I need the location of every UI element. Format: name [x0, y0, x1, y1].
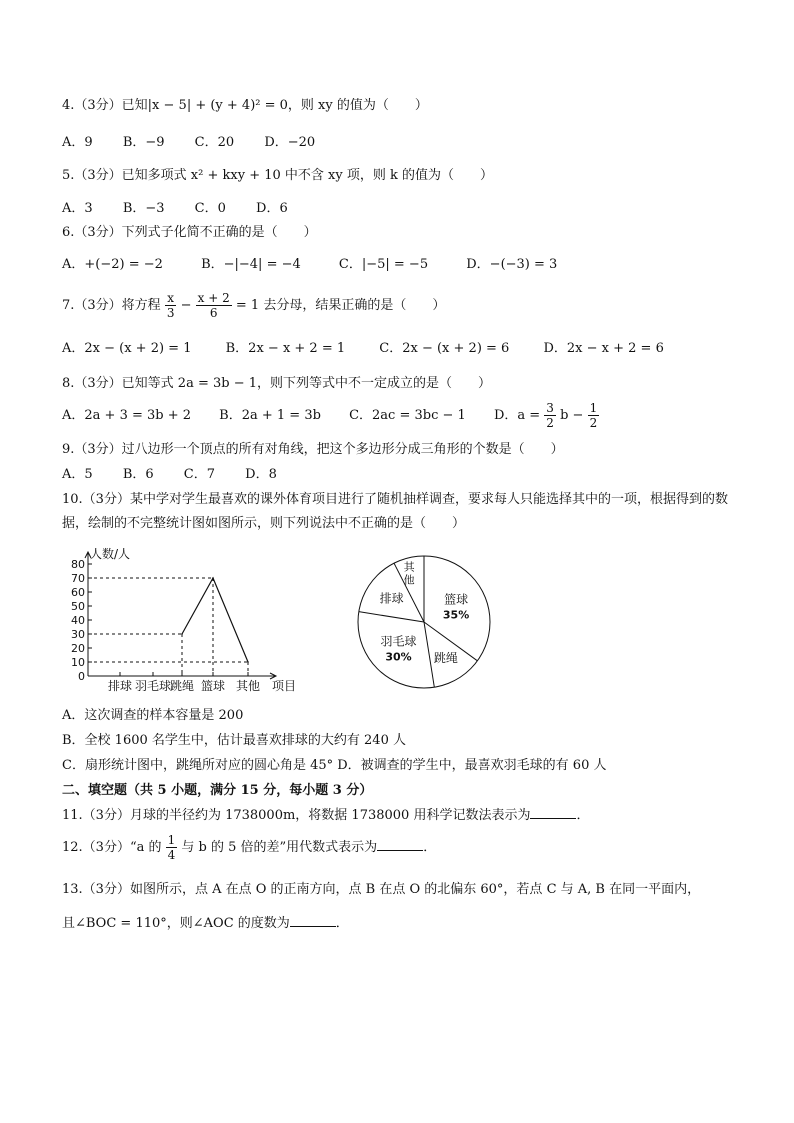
q7-frac1-denominator: 3: [166, 306, 175, 320]
q7-stem-post: = 1 去分母，结果正确的是（ ）: [235, 298, 446, 313]
option-c: C．0: [194, 201, 226, 216]
pie-slice-boundary: [424, 622, 434, 687]
question-10-option-a: A．这次调查的样本容量是 200: [62, 708, 244, 723]
option-c: C．2ac = 3bc − 1: [349, 408, 466, 423]
option-b: B．6: [122, 467, 154, 482]
option-a: A．5: [62, 467, 93, 482]
line-chart-y-ticks: [71, 558, 92, 683]
y-tick-label: 70: [71, 572, 85, 585]
option-d: D．6: [256, 201, 288, 216]
option-b: B．−|−4| = −4: [201, 257, 301, 272]
option-a: A．+(−2) = −2: [62, 257, 163, 272]
question-6-stem: 6.（3分）下列式子化简不正确的是（ ）: [62, 225, 317, 240]
option-b: B．2x − x + 2 = 1: [225, 341, 346, 356]
pie-label: 他: [403, 573, 415, 587]
option-c: C．20: [194, 135, 235, 150]
q7-stem-pre: 7.（3分）将方程: [62, 298, 161, 313]
question-5-options: [62, 200, 314, 218]
option-d: D．−(−3) = 3: [466, 257, 558, 272]
x-tick-label: 篮球: [200, 679, 226, 693]
option-a: A．9: [62, 135, 93, 150]
pie-chart: [352, 550, 497, 695]
option-a: A．2x − (x + 2) = 1: [62, 341, 192, 356]
pie-label: 跳绳: [433, 650, 458, 665]
pie-percent-label: 30%: [385, 650, 412, 664]
question-9-stem: 9.（3分）过八边形一个顶点的所有对角线，把这个多边形分成三角形的个数是（ ）: [62, 442, 564, 457]
q11-text: 11.（3分）月球的半径约为 1738000m，将数据 1738000 用科学记数法表示为: [62, 808, 531, 823]
y-tick-label: 50: [71, 600, 85, 613]
y-tick-label: 60: [71, 586, 85, 599]
option-b: B．−9: [122, 135, 165, 150]
option-d-frac2-numerator: 1: [589, 401, 598, 415]
option-d-fraction-2: [588, 401, 600, 430]
pie-slice-boundary: [359, 612, 424, 622]
q12-frac-numerator: 1: [167, 833, 176, 847]
option-d-frac1-denominator: 2: [546, 416, 554, 430]
y-tick-label: 0: [78, 670, 85, 683]
option-a: A．3: [62, 201, 93, 216]
option-d-pre: D．a =: [493, 408, 541, 423]
q7-frac2-numerator: x + 2: [197, 291, 230, 305]
q12-post: 与 b 的 5 倍的差”用代数式表示为: [181, 840, 378, 855]
option-d: D．8: [245, 467, 277, 482]
q7-minus: −: [180, 298, 192, 313]
option-d: D．−20: [264, 135, 316, 150]
option-d-mid: b −: [560, 408, 584, 423]
option-a: A．2a + 3 = 3b + 2: [62, 408, 192, 423]
question-10-stem: 10.（3分）某中学对学生最喜欢的课外体育项目进行了随机抽样调查，要求每人只能选择其中的一项，根据得到的数据，绘制的不完整统计图如图所示，则下列说法中不正确的是（ ）: [62, 492, 728, 531]
q11-answer-blank: [530, 806, 576, 819]
q7-frac2-denominator: 6: [209, 306, 218, 320]
option-d: D．2x − x + 2 = 6: [543, 341, 664, 356]
q7-frac1-numerator: x: [165, 291, 177, 306]
option-d-fraction-1: [544, 401, 556, 430]
pie-label: 排球: [379, 591, 404, 606]
y-tick-label: 30: [71, 628, 85, 641]
question-7-stem: [62, 290, 445, 322]
x-tick-label: 排球: [107, 679, 133, 693]
q11-end: ．: [576, 808, 590, 823]
line-chart-guides: [88, 578, 248, 676]
q12-answer-blank: [377, 838, 423, 851]
q12-frac-denominator: 4: [167, 848, 176, 862]
option-d-frac1-numerator: 3: [546, 401, 554, 415]
q12-end: ．: [423, 840, 437, 855]
pie-label: 羽毛球: [380, 634, 417, 649]
question-4-options: [62, 134, 341, 152]
y-tick-label: 20: [71, 642, 85, 655]
question-10-option-b: B．全校 1600 名学生中，估计最喜欢排球的大约有 240 人: [62, 733, 406, 748]
option-c: C．7: [183, 467, 215, 482]
question-13-line-2: [62, 914, 349, 933]
q13-end: ．: [335, 916, 349, 931]
question-4-stem: 4.（3分）已知|x − 5| + (y + 4)² = 0，则 xy 的值为（ ）: [62, 98, 428, 113]
x-tick-label: 跳绳: [169, 679, 195, 693]
line-chart-y-label: 人数/人: [90, 547, 131, 561]
question-9-options: [62, 466, 303, 484]
option-b: B．2a + 1 = 3b: [219, 408, 321, 423]
question-6-options: [62, 256, 583, 274]
option-d: [494, 400, 599, 432]
question-10-option-c-d: C．扇形统计图中，跳绳所对应的圆心角是 45° D．被调查的学生中，最喜欢羽毛球的有 60 人: [62, 758, 607, 773]
option-b: B．−3: [122, 201, 165, 216]
series-line: [182, 578, 248, 662]
line-chart-series: [181, 577, 249, 663]
question-13-line-1: 13.（3分）如图所示，点 A 在点 O 的正南方向，点 B 在点 O 的北偏东 60°，若点 C 与 A, B 在同一平面内，: [62, 882, 701, 897]
section-2-title: 二、填空题（共 5 小题，满分 15 分，每小题 3 分）: [62, 783, 373, 798]
line-chart-x-label: 项目: [272, 679, 297, 693]
q13-answer-blank: [290, 914, 336, 927]
q12-pre: 12.（3分）“a 的: [62, 840, 162, 855]
line-chart: [58, 546, 308, 698]
pie-label: 篮球: [444, 592, 469, 607]
option-d-frac2-denominator: 2: [589, 416, 598, 430]
y-tick-label: 10: [71, 656, 85, 669]
x-tick-label: 其他: [235, 679, 261, 693]
line-chart-x-ticks: [108, 672, 260, 693]
question-8-options: [62, 400, 599, 432]
q12-fraction: [166, 833, 178, 862]
q7-fraction-1: [165, 291, 177, 320]
option-c: C．2x − (x + 2) = 6: [379, 341, 510, 356]
option-c: C．|−5| = −5: [338, 257, 429, 272]
question-5-stem: 5.（3分）已知多项式 x² + kxy + 10 中不含 xy 项，则 k 的值为（ ）: [62, 168, 493, 183]
question-8-stem: 8.（3分）已知等式 2a = 3b − 1，则下列等式中不一定成立的是（ ）: [62, 376, 492, 391]
q13-line2-text: 且∠BOC = 110°，则∠AOC 的度数为: [62, 916, 290, 931]
q7-fraction-2: [196, 291, 232, 320]
x-tick-label: 羽毛球: [134, 679, 172, 693]
question-7-options: [62, 340, 690, 358]
y-tick-label: 40: [71, 614, 85, 627]
y-tick-label: 80: [71, 558, 85, 571]
pie-percent-label: 35%: [442, 608, 470, 622]
question-12: [62, 832, 436, 864]
question-11: [62, 806, 589, 825]
pie-label: 其: [403, 560, 415, 574]
